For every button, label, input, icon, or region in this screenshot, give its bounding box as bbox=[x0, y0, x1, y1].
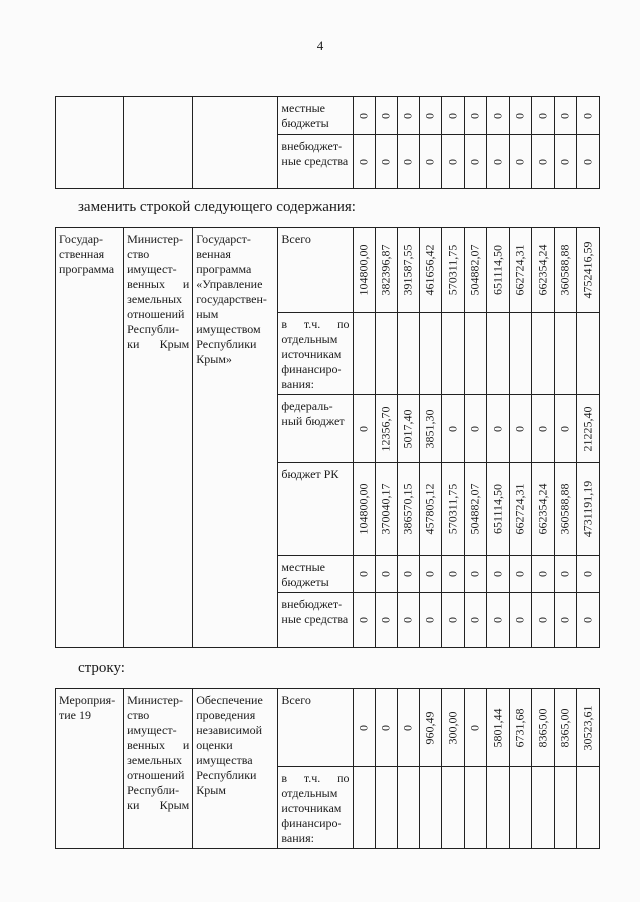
cell-value: 360588,88 bbox=[557, 483, 572, 535]
cell-value: 651114,50 bbox=[490, 244, 505, 296]
value-cell bbox=[397, 767, 419, 849]
value-cell bbox=[464, 228, 486, 313]
value-cell bbox=[554, 556, 576, 593]
value-cell bbox=[531, 463, 554, 556]
cell-value: 570311,75 bbox=[445, 244, 460, 296]
value-cell bbox=[464, 689, 486, 767]
value-cell bbox=[509, 135, 531, 189]
cell-value: 0 bbox=[580, 617, 595, 623]
cell-value: 0 bbox=[490, 425, 505, 432]
value-cell bbox=[464, 593, 486, 648]
value-cell bbox=[486, 395, 509, 463]
table-measure-19 bbox=[55, 688, 600, 849]
value-cell bbox=[509, 228, 531, 313]
value-cell bbox=[509, 689, 531, 767]
value-cell bbox=[375, 556, 397, 593]
value-cell bbox=[375, 463, 397, 556]
value-cell bbox=[509, 97, 531, 135]
cell-value: 0 bbox=[400, 158, 415, 165]
cell-value: 386570,15 bbox=[400, 483, 415, 535]
value-cell bbox=[441, 689, 464, 767]
cell-value: 0 bbox=[356, 425, 371, 432]
value-cell bbox=[375, 97, 397, 135]
value-cell bbox=[554, 463, 576, 556]
cell-value: 457805,12 bbox=[422, 483, 437, 535]
status-cell: Государ-ственная программа bbox=[56, 228, 124, 648]
cell-value: 504882,07 bbox=[467, 483, 482, 535]
value-cell bbox=[441, 556, 464, 593]
cell-value: 0 bbox=[512, 158, 527, 165]
cell-value: 370040,17 bbox=[378, 483, 393, 535]
row-label: местные бюджеты bbox=[278, 97, 353, 135]
value-cell bbox=[375, 135, 397, 189]
row-label: в т.ч. по отдельным источникам финансиро-вания: bbox=[278, 313, 353, 395]
value-cell bbox=[441, 97, 464, 135]
status-cell bbox=[56, 97, 124, 189]
value-cell bbox=[419, 228, 441, 313]
value-cell bbox=[353, 135, 375, 189]
table-row bbox=[56, 97, 600, 135]
value-cell bbox=[441, 767, 464, 849]
cell-value: 960,49 bbox=[422, 711, 437, 744]
value-cell bbox=[554, 97, 576, 135]
value-cell bbox=[531, 689, 554, 767]
cell-value: 0 bbox=[580, 158, 595, 165]
cell-value: 0 bbox=[512, 112, 527, 119]
cell-value: 0 bbox=[422, 571, 437, 577]
cell-value: 4731191,19 bbox=[580, 480, 595, 538]
value-cell bbox=[486, 135, 509, 189]
value-cell bbox=[419, 313, 441, 395]
value-cell bbox=[464, 313, 486, 395]
value-cell bbox=[576, 689, 599, 767]
value-cell bbox=[397, 228, 419, 313]
cell-value: 0 bbox=[356, 617, 371, 623]
value-cell bbox=[576, 593, 599, 648]
cell-value: 0 bbox=[580, 112, 595, 119]
value-cell bbox=[419, 463, 441, 556]
value-cell bbox=[419, 556, 441, 593]
cell-value: 6731,68 bbox=[512, 708, 527, 747]
value-cell bbox=[576, 463, 599, 556]
value-cell bbox=[531, 228, 554, 313]
cell-value: 0 bbox=[490, 158, 505, 165]
cell-value: 0 bbox=[356, 158, 371, 165]
row-instruction: строку: bbox=[78, 660, 125, 676]
value-cell bbox=[375, 395, 397, 463]
cell-value: 0 bbox=[400, 112, 415, 119]
cell-value: 8365,00 bbox=[535, 708, 550, 747]
executor-cell: Министер-ство имущест-венных и земельных отношений Республи-ки Крым bbox=[124, 228, 193, 648]
cell-value: 0 bbox=[422, 158, 437, 165]
value-cell bbox=[441, 395, 464, 463]
cell-value: 0 bbox=[557, 158, 572, 165]
value-cell bbox=[419, 767, 441, 849]
value-cell bbox=[353, 395, 375, 463]
cell-value: 382396,87 bbox=[378, 244, 393, 296]
cell-value: 0 bbox=[535, 158, 550, 165]
status-cell: Мероприя-тие 19 bbox=[56, 689, 124, 849]
value-cell bbox=[509, 556, 531, 593]
program-cell: Государст-венная программа «Управление государствен-ным имуществом Республики Крым» bbox=[193, 228, 278, 648]
value-cell bbox=[464, 135, 486, 189]
value-cell bbox=[554, 395, 576, 463]
cell-value: 360588,88 bbox=[557, 244, 572, 296]
value-cell bbox=[486, 97, 509, 135]
cell-value: 0 bbox=[467, 724, 482, 731]
value-cell bbox=[486, 228, 509, 313]
value-cell bbox=[397, 463, 419, 556]
value-cell bbox=[419, 689, 441, 767]
cell-value: 0 bbox=[422, 617, 437, 623]
value-cell bbox=[576, 313, 599, 395]
value-cell bbox=[397, 313, 419, 395]
value-cell bbox=[441, 135, 464, 189]
value-cell bbox=[576, 395, 599, 463]
value-cell bbox=[509, 395, 531, 463]
cell-value: 651114,50 bbox=[490, 483, 505, 535]
cell-value: 5017,40 bbox=[400, 409, 415, 448]
cell-value: 0 bbox=[378, 724, 393, 731]
cell-value: 0 bbox=[400, 617, 415, 623]
cell-value: 662724,31 bbox=[512, 483, 527, 535]
cell-value: 0 bbox=[467, 617, 482, 623]
cell-value: 0 bbox=[580, 571, 595, 577]
value-cell bbox=[464, 767, 486, 849]
row-label: бюджет РК bbox=[278, 463, 353, 556]
cell-value: 0 bbox=[445, 425, 460, 432]
value-cell bbox=[353, 97, 375, 135]
value-cell bbox=[397, 395, 419, 463]
value-cell bbox=[353, 313, 375, 395]
value-cell bbox=[554, 767, 576, 849]
cell-value: 570311,75 bbox=[445, 483, 460, 535]
cell-value: 0 bbox=[356, 724, 371, 731]
value-cell bbox=[531, 556, 554, 593]
cell-value: 30523,61 bbox=[580, 705, 595, 750]
cell-value: 504882,07 bbox=[467, 244, 482, 296]
value-cell bbox=[576, 97, 599, 135]
value-cell bbox=[464, 395, 486, 463]
table-state-program bbox=[55, 227, 600, 648]
value-cell bbox=[576, 228, 599, 313]
value-cell bbox=[353, 593, 375, 648]
value-cell bbox=[375, 313, 397, 395]
value-cell bbox=[554, 313, 576, 395]
table-previous-rows bbox=[55, 96, 600, 189]
value-cell bbox=[554, 135, 576, 189]
cell-value: 0 bbox=[422, 112, 437, 119]
cell-value: 8365,00 bbox=[557, 708, 572, 747]
executor-cell: Министер-ство имущест-венных и земельных отношений Республи-ки Крым bbox=[124, 689, 193, 849]
value-cell bbox=[397, 593, 419, 648]
cell-value: 391587,55 bbox=[400, 244, 415, 296]
cell-value: 0 bbox=[490, 617, 505, 623]
value-cell bbox=[397, 556, 419, 593]
row-label: в т.ч. по отдельным источникам финансиро-вания: bbox=[278, 767, 353, 849]
value-cell bbox=[441, 463, 464, 556]
cell-value: 0 bbox=[512, 425, 527, 432]
cell-value: 5801,44 bbox=[490, 708, 505, 747]
cell-value: 0 bbox=[490, 112, 505, 119]
value-cell bbox=[531, 313, 554, 395]
row-label: местные бюджеты bbox=[278, 556, 353, 593]
cell-value: 0 bbox=[400, 571, 415, 577]
value-cell bbox=[576, 767, 599, 849]
value-cell bbox=[486, 689, 509, 767]
cell-value: 0 bbox=[535, 571, 550, 577]
cell-value: 0 bbox=[467, 158, 482, 165]
value-cell bbox=[353, 228, 375, 313]
cell-value: 104800,00 bbox=[356, 483, 371, 535]
cell-value: 0 bbox=[378, 571, 393, 577]
value-cell bbox=[441, 313, 464, 395]
value-cell bbox=[353, 463, 375, 556]
value-cell bbox=[419, 135, 441, 189]
value-cell bbox=[486, 767, 509, 849]
cell-value: 0 bbox=[557, 112, 572, 119]
replace-instruction: заменить строкой следующего содержания: bbox=[78, 199, 356, 215]
cell-value: 0 bbox=[356, 112, 371, 119]
value-cell bbox=[375, 228, 397, 313]
cell-value: 0 bbox=[445, 571, 460, 577]
value-cell bbox=[576, 556, 599, 593]
value-cell bbox=[509, 313, 531, 395]
row-label: федераль-ный бюджет bbox=[278, 395, 353, 463]
table-row bbox=[56, 689, 600, 767]
value-cell bbox=[464, 97, 486, 135]
cell-value: 300,00 bbox=[445, 711, 460, 744]
cell-value: 0 bbox=[535, 425, 550, 432]
value-cell bbox=[419, 97, 441, 135]
value-cell bbox=[441, 593, 464, 648]
cell-value: 0 bbox=[400, 724, 415, 731]
value-cell bbox=[531, 97, 554, 135]
value-cell bbox=[486, 556, 509, 593]
value-cell bbox=[576, 135, 599, 189]
cell-value: 0 bbox=[557, 617, 572, 623]
cell-value: 0 bbox=[535, 617, 550, 623]
value-cell bbox=[375, 767, 397, 849]
table-row bbox=[56, 228, 600, 313]
row-label: внебюджет-ные средства bbox=[278, 135, 353, 189]
value-cell bbox=[353, 689, 375, 767]
value-cell bbox=[531, 593, 554, 648]
cell-value: 0 bbox=[557, 425, 572, 432]
cell-value: 0 bbox=[378, 617, 393, 623]
cell-value: 0 bbox=[512, 571, 527, 577]
cell-value: 662724,31 bbox=[512, 244, 527, 296]
program-cell bbox=[193, 97, 278, 189]
value-cell bbox=[486, 593, 509, 648]
program-cell: Обеспечение проведения независимой оценки имущества Республики Крым bbox=[193, 689, 278, 849]
executor-cell bbox=[124, 97, 193, 189]
value-cell bbox=[486, 313, 509, 395]
page-number: 4 bbox=[316, 38, 324, 53]
value-cell bbox=[353, 556, 375, 593]
row-label: Всего bbox=[278, 689, 353, 767]
cell-value: 21225,40 bbox=[580, 406, 595, 451]
value-cell bbox=[554, 689, 576, 767]
value-cell bbox=[375, 593, 397, 648]
cell-value: 0 bbox=[557, 571, 572, 577]
value-cell bbox=[509, 463, 531, 556]
cell-value: 461656,42 bbox=[422, 244, 437, 296]
value-cell bbox=[464, 556, 486, 593]
cell-value: 0 bbox=[467, 112, 482, 119]
row-label: Всего bbox=[278, 228, 353, 313]
cell-value: 0 bbox=[490, 571, 505, 577]
value-cell bbox=[375, 689, 397, 767]
cell-value: 12356,70 bbox=[378, 406, 393, 451]
cell-value: 0 bbox=[378, 112, 393, 119]
value-cell bbox=[397, 97, 419, 135]
cell-value: 0 bbox=[378, 158, 393, 165]
cell-value: 0 bbox=[445, 158, 460, 165]
value-cell bbox=[397, 689, 419, 767]
value-cell bbox=[464, 463, 486, 556]
value-cell bbox=[486, 463, 509, 556]
cell-value: 0 bbox=[445, 617, 460, 623]
cell-value: 0 bbox=[535, 112, 550, 119]
value-cell bbox=[419, 395, 441, 463]
cell-value: 0 bbox=[445, 112, 460, 119]
cell-value: 104800,00 bbox=[356, 244, 371, 296]
cell-value: 0 bbox=[512, 617, 527, 623]
value-cell bbox=[554, 228, 576, 313]
cell-value: 3851,30 bbox=[422, 409, 437, 448]
value-cell bbox=[531, 135, 554, 189]
value-cell bbox=[509, 767, 531, 849]
value-cell bbox=[554, 593, 576, 648]
cell-value: 0 bbox=[467, 425, 482, 432]
cell-value: 662354,24 bbox=[535, 483, 550, 535]
value-cell bbox=[441, 228, 464, 313]
cell-value: 662354,24 bbox=[535, 244, 550, 296]
cell-value: 0 bbox=[356, 571, 371, 577]
cell-value: 4752416,59 bbox=[580, 241, 595, 299]
value-cell bbox=[531, 767, 554, 849]
value-cell bbox=[419, 593, 441, 648]
value-cell bbox=[509, 593, 531, 648]
value-cell bbox=[397, 135, 419, 189]
row-label: внебюджет-ные средства bbox=[278, 593, 353, 648]
value-cell bbox=[531, 395, 554, 463]
cell-value: 0 bbox=[467, 571, 482, 577]
value-cell bbox=[353, 767, 375, 849]
